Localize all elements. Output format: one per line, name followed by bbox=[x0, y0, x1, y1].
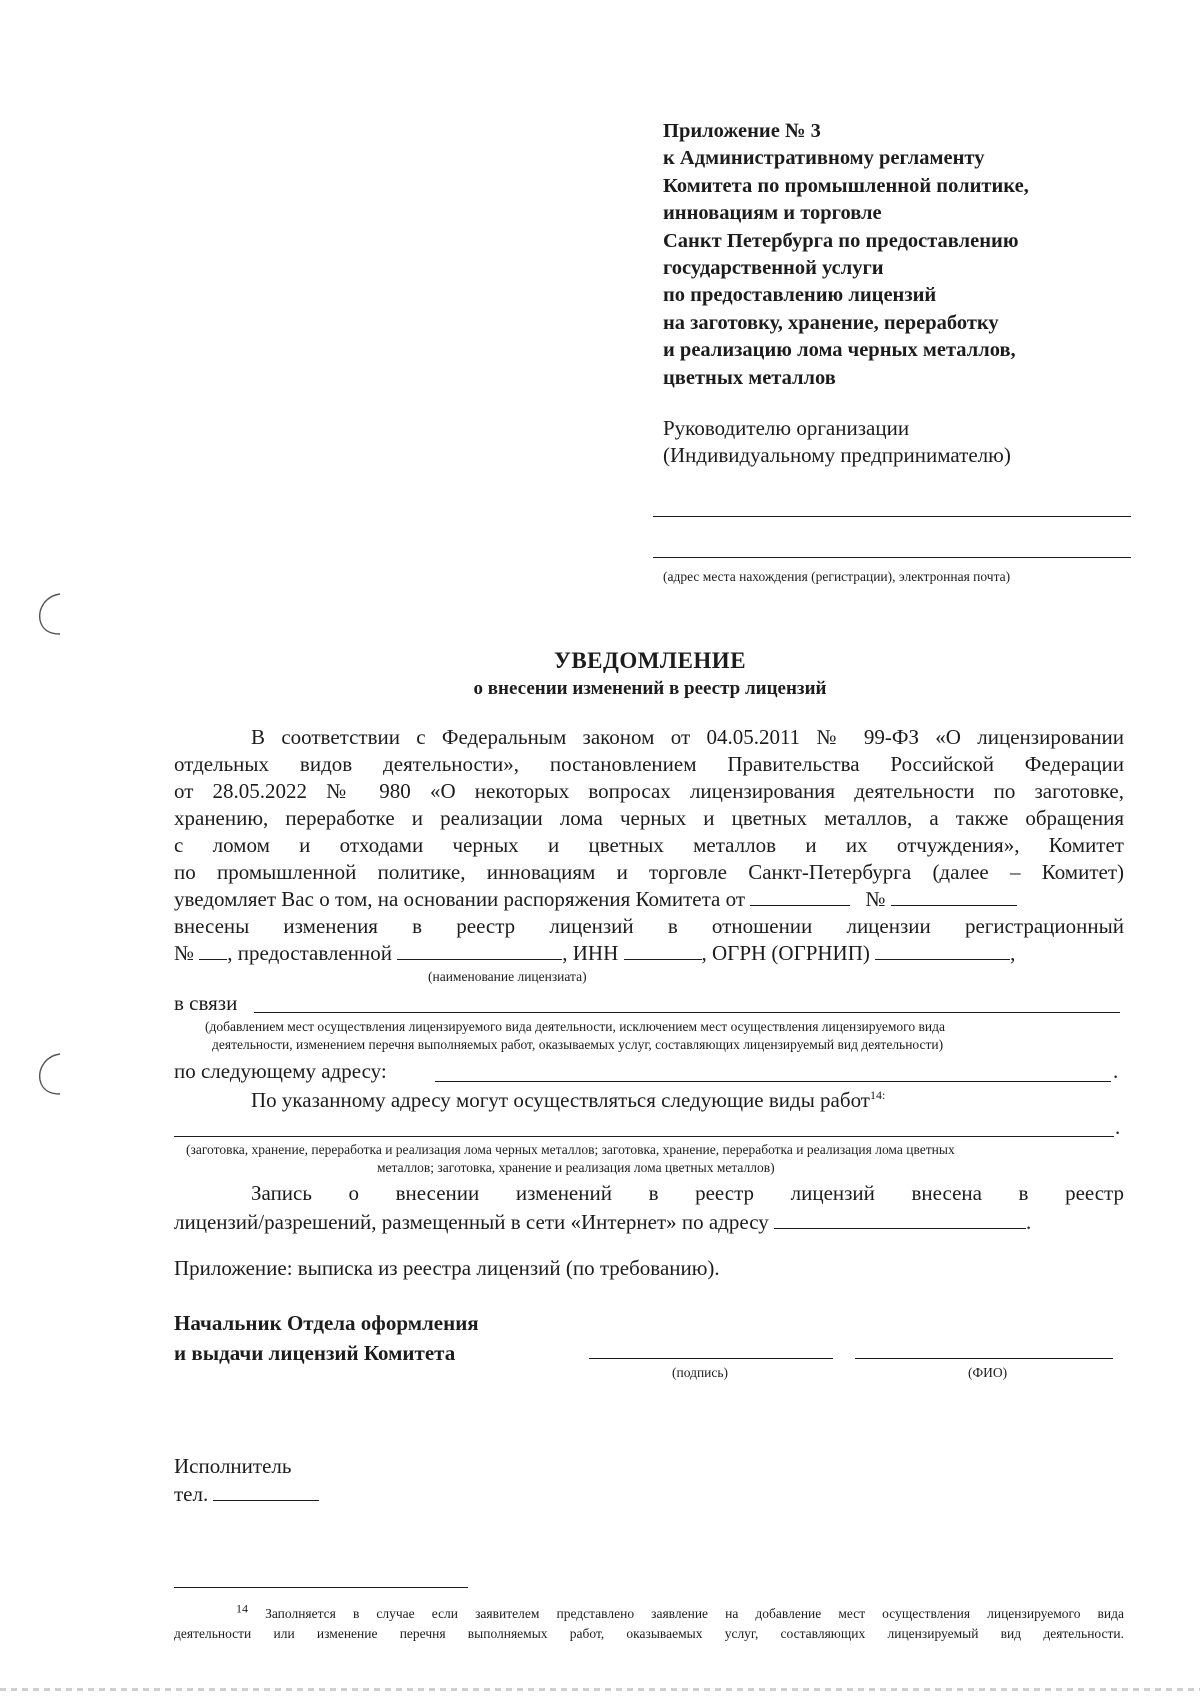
works-caption: металлов; заготовка, хранение и реализация лома цветных металлов) bbox=[377, 1160, 775, 1175]
document-subtitle: о внесении изменений в реестр лицензий bbox=[473, 678, 827, 699]
license-number-blank bbox=[199, 941, 227, 960]
header-line: на заготовку, хранение, переработку bbox=[663, 311, 999, 334]
addressee-line: Руководителю организации bbox=[663, 416, 910, 440]
body-text: , bbox=[1010, 941, 1016, 965]
record-line: Запись о внесении изменений в реестр лицензий внесена в реестр bbox=[251, 1181, 1124, 1205]
body-text: , ИНН bbox=[562, 941, 619, 965]
executor-phone bbox=[174, 1481, 319, 1507]
address-label: по следующему адресу: bbox=[174, 1059, 387, 1083]
addressee-caption: (адрес места нахождения (регистрации), электронная почта) bbox=[663, 569, 1011, 584]
works-caption: (заготовка, хранение, переработка и реализация лома черных металлов; заготовка, хранение, переработка и реализация лома цветных bbox=[186, 1142, 955, 1157]
works-blank bbox=[174, 1136, 1114, 1137]
addressee-line: (Индивидуальному предпринимателю) bbox=[663, 443, 1011, 467]
header-line: Приложение № 3 bbox=[663, 120, 821, 142]
licensee-caption: (наименование лицензиата) bbox=[428, 969, 587, 984]
body-text: . bbox=[1115, 1115, 1121, 1139]
connection-caption: (добавлением мест осуществления лицензируемого вида деятельности, исключением мест осуществления лицензируемого вида bbox=[205, 1019, 945, 1034]
body-line: хранению, переработке и реализации лома черных и цветных металлов, а также обращения bbox=[174, 806, 1124, 830]
body-text: лицензий/разрешений, размещенный в сети «Интернет» по адресу bbox=[174, 1210, 769, 1234]
footnote-mark: 14 bbox=[236, 1601, 248, 1616]
body-text: По указанному адресу могут осуществляться следующие виды работ bbox=[251, 1088, 870, 1112]
connection-blank bbox=[254, 1012, 1120, 1013]
attachment-line: Приложение: выписка из реестра лицензий (по требованию). bbox=[174, 1256, 720, 1280]
header-line: по предоставлению лицензий bbox=[663, 284, 937, 307]
addressee-address-blank bbox=[653, 557, 1131, 558]
address-blank bbox=[435, 1081, 1111, 1082]
body-text: уведомляет Вас о том, на основании распоряжения Комитета от bbox=[174, 887, 746, 911]
body-text: . bbox=[1026, 1210, 1032, 1234]
body-line bbox=[174, 886, 1017, 912]
body-text: № bbox=[865, 887, 886, 911]
body-line: В соответствии с Федеральным законом от 04.05.2011 № 99-ФЗ «О лицензировании bbox=[251, 725, 1124, 749]
addressee-name-blank bbox=[653, 516, 1131, 517]
in-connection-label: в связи bbox=[174, 991, 238, 1015]
body-line: от 28.05.2022 № 980 «О некоторых вопросах лицензирования деятельности по заготовке, bbox=[174, 779, 1124, 803]
addressee-block bbox=[663, 415, 1143, 469]
header-line: государственной услуги bbox=[663, 257, 884, 280]
signer-title-line: и выдачи лицензий Комитета bbox=[174, 1341, 456, 1365]
header-line: и реализацию лома черных металлов, bbox=[663, 339, 1016, 362]
punch-hole-mark bbox=[34, 590, 74, 640]
header-line: инновациям и торговле bbox=[663, 202, 882, 225]
phone-label: тел. bbox=[174, 1482, 209, 1506]
order-number-blank bbox=[891, 887, 1017, 906]
body-text: № bbox=[174, 941, 195, 965]
punch-hole-mark bbox=[34, 1050, 74, 1100]
licensee-name-blank bbox=[397, 941, 562, 960]
footnote-ref: 14: bbox=[869, 1088, 886, 1102]
header-line: Санкт Петербурга по предоставлению bbox=[663, 229, 1019, 252]
signer-title-line: Начальник Отдела оформления bbox=[174, 1311, 479, 1335]
footnote-line: деятельности или изменение перечня выполняемых работ, оказываемых услуг, составляющих лицензируемый вид деятельности. bbox=[174, 1626, 1124, 1641]
body-line: с ломом и отходами черных и цветных металлов и их отчуждения», Комитет bbox=[174, 833, 1124, 857]
inn-blank bbox=[624, 941, 702, 960]
body-line: по промышленной политике, инновациям и торговле Санкт-Петербурга (далее – Комитет) bbox=[174, 860, 1124, 884]
name-blank bbox=[855, 1358, 1113, 1359]
document-title: УВЕДОМЛЕНИЕ bbox=[553, 648, 747, 673]
footnote-text: Заполняется в случае если заявителем представлено заявление на добавление мест осуществления лицензируемого вида bbox=[265, 1606, 1124, 1621]
body-line: отдельных видов деятельности», постановлением Правительства Российской Федерации bbox=[174, 752, 1124, 776]
body-text: , предоставленной bbox=[227, 941, 393, 965]
body-text: , ОГРН (ОГРНИП) bbox=[701, 941, 870, 965]
order-date-blank bbox=[750, 887, 850, 906]
signer-title bbox=[174, 1308, 479, 1368]
footnote-separator bbox=[174, 1587, 468, 1588]
works-line bbox=[251, 1087, 885, 1113]
header-line: к Административному регламенту bbox=[663, 147, 985, 170]
appendix-header bbox=[663, 118, 1143, 392]
executor-label: Исполнитель bbox=[174, 1454, 292, 1478]
signature-blank bbox=[589, 1358, 833, 1359]
registry-url-blank bbox=[774, 1210, 1026, 1229]
header-line: цветных металлов bbox=[663, 366, 836, 389]
scan-edge-noise bbox=[0, 1688, 1200, 1691]
record-line bbox=[174, 1209, 1031, 1235]
body-line: внесены изменения в реестр лицензий в отношении лицензии регистрационный bbox=[174, 914, 1124, 938]
phone-blank bbox=[213, 1482, 319, 1501]
signature-caption: (подпись) bbox=[672, 1365, 729, 1380]
header-line: Комитета по промышленной политике, bbox=[663, 174, 1029, 197]
footnote-line bbox=[236, 1601, 1124, 1624]
ogrn-blank bbox=[875, 941, 1010, 960]
connection-caption: деятельности, изменением перечня выполняемых работ, оказываемых услуг, составляющих лицензируемый вид деятельности) bbox=[212, 1037, 944, 1052]
body-text: . bbox=[1113, 1059, 1119, 1083]
name-caption: (ФИО) bbox=[968, 1365, 1008, 1380]
body-line bbox=[174, 940, 1015, 966]
